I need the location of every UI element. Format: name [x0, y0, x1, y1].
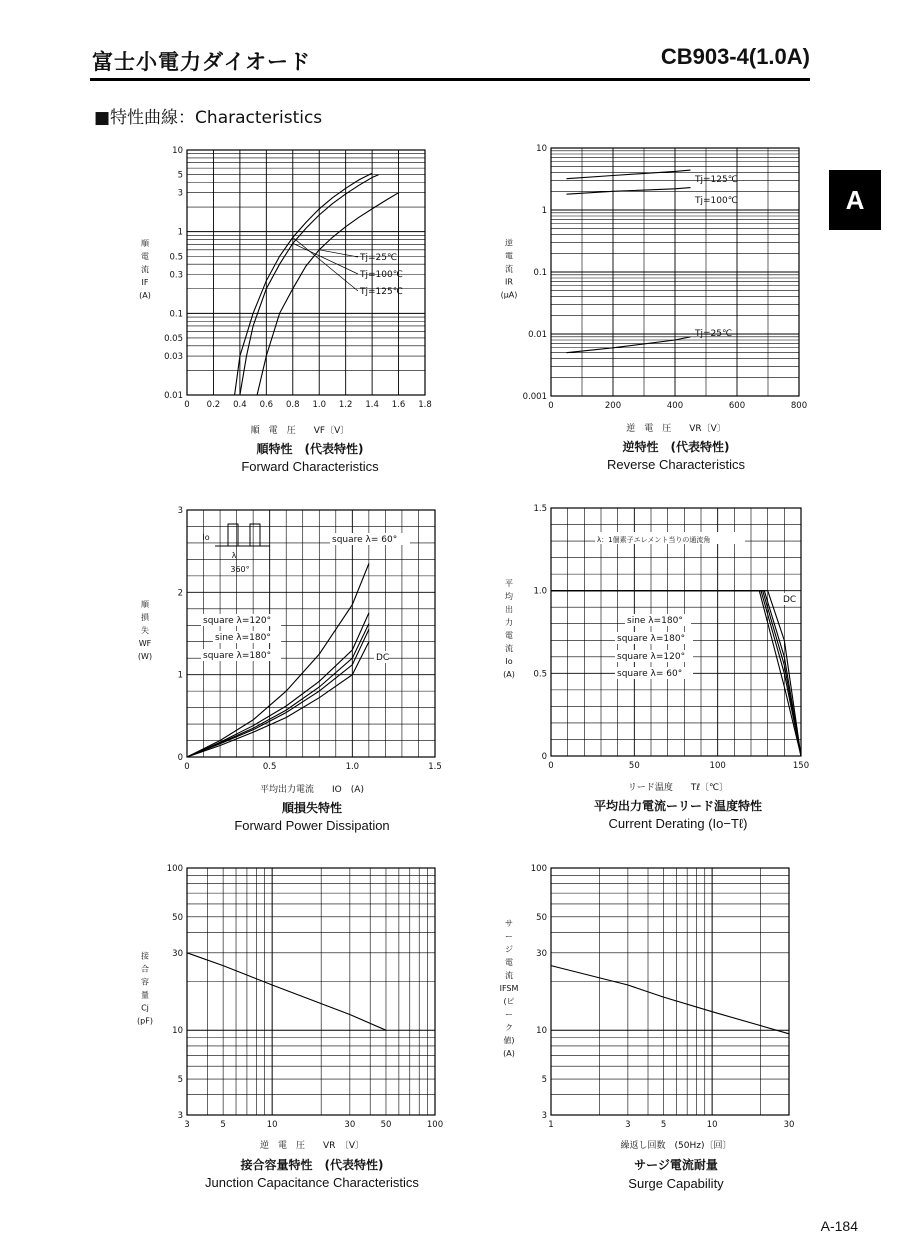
caption-en-capacitance: Junction Capacitance Characteristics — [205, 1175, 419, 1190]
y-tick-label: 0.01 — [164, 391, 183, 401]
x-tick-label: 0 — [548, 401, 554, 411]
series-label: square λ= 60° — [617, 669, 683, 679]
y-tick-label: 100 — [530, 864, 547, 874]
caption-en-derating: Current Derating (Io−Tℓ) — [608, 816, 748, 831]
x-tick-label: 1.6 — [391, 400, 406, 410]
y-axis-label: 平 — [505, 579, 513, 588]
y-tick-label: 10 — [536, 1026, 547, 1037]
x-tick-label: 30 — [783, 1120, 795, 1130]
chart-note: λ：1個素子エレメント当りの通流角 — [597, 536, 711, 544]
y-axis-label: WF — [138, 639, 152, 648]
y-axis-label: ー — [505, 932, 513, 941]
x-tick-label: 1.4 — [365, 400, 379, 410]
chart-surge — [495, 858, 815, 1158]
series-line-0 — [551, 966, 789, 1034]
y-axis-label: 順 — [141, 600, 149, 609]
y-axis-label: IFSM — [499, 984, 519, 993]
y-axis-label: (A) — [139, 291, 151, 300]
caption-en-power: Forward Power Dissipation — [234, 818, 390, 833]
series-line-1 — [240, 175, 379, 395]
y-axis-label: 順 — [141, 239, 149, 248]
y-axis-label: 接 — [141, 951, 149, 961]
page-number: A-184 — [820, 1218, 858, 1234]
y-tick-label: 10 — [172, 146, 183, 156]
y-tick-label: 3 — [177, 506, 183, 516]
xlabel-reverse: 逆 電 圧 VR〔V〕 — [626, 424, 726, 434]
legend-label: Tj=25℃ — [360, 253, 398, 263]
y-axis-label: 流 — [505, 971, 513, 980]
x-tick-label: 400 — [666, 401, 684, 411]
y-axis-label: IF — [141, 278, 149, 287]
inset-label: Io — [202, 533, 210, 542]
x-tick-label: 50 — [628, 761, 640, 771]
y-axis-label: サ — [505, 919, 513, 928]
caption-jp-capacitance: 接合容量特性 (代表特性) — [240, 1158, 384, 1172]
chart-power — [130, 500, 450, 800]
legend-label: Tj=125℃ — [360, 287, 403, 297]
y-tick-label: 2 — [177, 588, 183, 599]
y-tick-label: 1 — [177, 227, 183, 238]
y-tick-label: 30 — [172, 948, 183, 959]
y-axis-label: 値) — [503, 1036, 515, 1045]
series-line-0 — [567, 170, 691, 179]
x-tick-label: 100 — [426, 1120, 444, 1130]
y-tick-label: 0.1 — [169, 309, 183, 320]
y-axis-label: 均 — [505, 592, 513, 601]
legend-label: Tj=100℃ — [360, 270, 403, 280]
series-label: sine λ=180° — [215, 633, 271, 643]
x-tick-label: 0 — [184, 400, 190, 410]
caption-en-forward: Forward Characteristics — [241, 459, 379, 474]
y-tick-label: 0.5 — [533, 669, 547, 680]
x-tick-label: 10 — [266, 1120, 278, 1130]
caption-jp-reverse: 逆特性 (代表特性) — [622, 440, 730, 454]
y-tick-label: 1 — [177, 670, 183, 681]
x-tick-label: 0 — [548, 761, 554, 771]
series-label: square λ=120° — [203, 616, 272, 626]
x-tick-label: 3 — [184, 1120, 190, 1130]
series-label: DC — [783, 595, 797, 605]
x-tick-label: 0.6 — [259, 400, 274, 410]
legend-label: Tj=100℃ — [695, 196, 738, 206]
y-axis-label: 電 — [505, 631, 513, 640]
y-tick-label: 50 — [536, 912, 547, 923]
chart-derating — [495, 500, 815, 800]
y-axis-label: 合 — [141, 964, 149, 974]
chart-capacitance — [130, 858, 450, 1158]
x-tick-label: 0.8 — [286, 400, 300, 410]
y-tick-label: 30 — [536, 948, 547, 959]
chart-forward — [130, 140, 450, 440]
series-label: square λ= 60° — [332, 535, 398, 545]
y-tick-label: 3 — [541, 1111, 547, 1121]
header-rule — [90, 78, 810, 81]
y-tick-label: 10 — [172, 1026, 183, 1037]
y-tick-label: 5 — [177, 1075, 183, 1086]
y-tick-label: 0.03 — [164, 352, 183, 363]
x-tick-label: 3 — [625, 1120, 631, 1130]
series-label: square λ=120° — [617, 652, 686, 662]
y-tick-label: 10 — [536, 144, 547, 154]
x-tick-label: 1.0 — [345, 762, 360, 772]
y-tick-label: 50 — [172, 912, 183, 923]
y-tick-label: 0.3 — [169, 270, 183, 281]
y-tick-label: 3 — [177, 188, 183, 199]
y-axis-label: 出 — [505, 605, 513, 614]
y-axis-label: IR — [505, 277, 513, 287]
caption-en-reverse: Reverse Characteristics — [607, 457, 745, 472]
y-axis-label: (μA) — [500, 290, 518, 300]
x-tick-label: 150 — [792, 761, 810, 771]
y-tick-label: 5 — [541, 1075, 547, 1086]
x-tick-label: 5 — [220, 1120, 226, 1130]
y-tick-label: 0 — [177, 753, 183, 763]
y-axis-label: ー — [505, 1010, 513, 1019]
xlabel-forward: 順 電 圧 VF〔V〕 — [250, 426, 350, 436]
series-line-2 — [187, 624, 369, 757]
inset-label: 360° — [230, 565, 250, 574]
legend-leader — [293, 243, 358, 274]
legend-label: Tj=25℃ — [695, 329, 733, 339]
chart-reverse — [495, 140, 815, 440]
section-tab[interactable]: A — [829, 170, 881, 230]
x-tick-label: 1 — [548, 1120, 554, 1130]
y-tick-label: 100 — [166, 864, 183, 874]
y-axis-label: (pF) — [137, 1016, 153, 1026]
x-tick-label: 0.2 — [206, 400, 221, 410]
y-axis-label: 電 — [505, 958, 513, 967]
y-tick-label: 1.5 — [533, 504, 547, 514]
x-tick-label: 800 — [790, 401, 808, 411]
y-axis-label: 電 — [505, 251, 513, 261]
x-tick-label: 0.4 — [233, 400, 247, 410]
caption-jp-surge: サージ電流耐量 — [634, 1158, 718, 1172]
y-axis-label: ク — [505, 1023, 513, 1032]
series-line-1 — [567, 188, 691, 195]
series-label: sine λ=180° — [627, 616, 683, 626]
x-tick-label: 5 — [660, 1120, 667, 1130]
x-tick-label: 30 — [344, 1120, 356, 1130]
y-tick-label: 1.0 — [533, 586, 547, 597]
x-tick-label: 0 — [184, 762, 190, 772]
x-tick-label: 1.2 — [338, 400, 353, 410]
y-axis-label: (W) — [137, 652, 153, 661]
y-tick-label: 1 — [541, 206, 547, 216]
caption-jp-forward: 順特性 (代表特性) — [256, 442, 364, 456]
plot-frame — [187, 868, 435, 1115]
y-tick-label: 0.001 — [522, 392, 547, 402]
series-label: square λ=180° — [203, 651, 272, 661]
y-axis-label: (A) — [503, 670, 515, 679]
caption-jp-power: 順損失特性 — [281, 801, 342, 815]
part-number: CB903-4(1.0A) — [660, 44, 810, 69]
caption-en-surge: Surge Capability — [628, 1176, 724, 1191]
xlabel-power: 平均出力電流 IO (A) — [260, 785, 364, 795]
x-tick-label: 1.0 — [312, 400, 326, 410]
y-tick-label: 0.1 — [533, 268, 547, 278]
series-line-3 — [187, 629, 369, 757]
x-tick-label: 1.5 — [428, 762, 442, 772]
caption-jp-derating: 平均出力電流ーリード温度特性 — [593, 799, 762, 813]
y-tick-label: 0.5 — [169, 252, 183, 263]
y-axis-label: (A) — [503, 1049, 515, 1058]
y-axis-label: 力 — [505, 618, 513, 627]
series-label: square λ=180° — [617, 634, 686, 644]
x-tick-label: 600 — [728, 401, 746, 411]
xlabel-surge: 繰返し回数 (50Hz)〔回〕 — [620, 1141, 732, 1151]
y-axis-label: Io — [505, 657, 513, 666]
x-tick-label: 1.8 — [418, 400, 432, 410]
y-tick-label: 0 — [541, 752, 547, 762]
section-title: ■特性曲線：Characteristics — [94, 108, 323, 128]
x-tick-label: 200 — [604, 401, 622, 411]
y-axis-label: Cj — [141, 1003, 149, 1013]
y-axis-label: ジ — [505, 945, 513, 954]
series-line-2 — [567, 337, 691, 353]
y-axis-label: 流 — [141, 265, 149, 274]
legend-label: Tj=125℃ — [695, 175, 738, 185]
series-line-0 — [187, 953, 386, 1030]
x-tick-label: 0.5 — [262, 762, 277, 772]
y-tick-label: 0.01 — [528, 330, 547, 340]
y-tick-label: 3 — [177, 1111, 183, 1121]
plot-frame — [551, 868, 789, 1115]
series-title: 富士小電力ダイオード — [92, 50, 311, 74]
y-tick-label: 5 — [177, 170, 183, 181]
x-tick-label: 100 — [709, 761, 726, 771]
y-tick-label: 0.05 — [164, 333, 183, 344]
y-axis-label: 失 — [141, 626, 149, 635]
xlabel-derating: リード温度 Tℓ〔℃〕 — [627, 783, 729, 793]
y-axis-label: 流 — [505, 264, 513, 274]
y-axis-label: 容 — [141, 977, 149, 987]
series-line-0 — [235, 173, 373, 395]
xlabel-capacitance: 逆 電 圧 VR 〔V〕 — [259, 1141, 365, 1151]
y-axis-label: 損 — [141, 613, 149, 622]
x-tick-label: 50 — [380, 1120, 392, 1130]
y-axis-label: (ピ — [503, 997, 515, 1006]
y-axis-label: 逆 — [505, 238, 513, 248]
legend-leader — [319, 250, 358, 257]
inset-label: λ — [231, 551, 237, 560]
series-label: DC — [376, 653, 390, 663]
y-axis-label: 流 — [505, 644, 513, 653]
y-axis-label: 電 — [141, 252, 149, 261]
y-axis-label: 量 — [141, 990, 149, 1000]
x-tick-label: 10 — [706, 1120, 718, 1130]
